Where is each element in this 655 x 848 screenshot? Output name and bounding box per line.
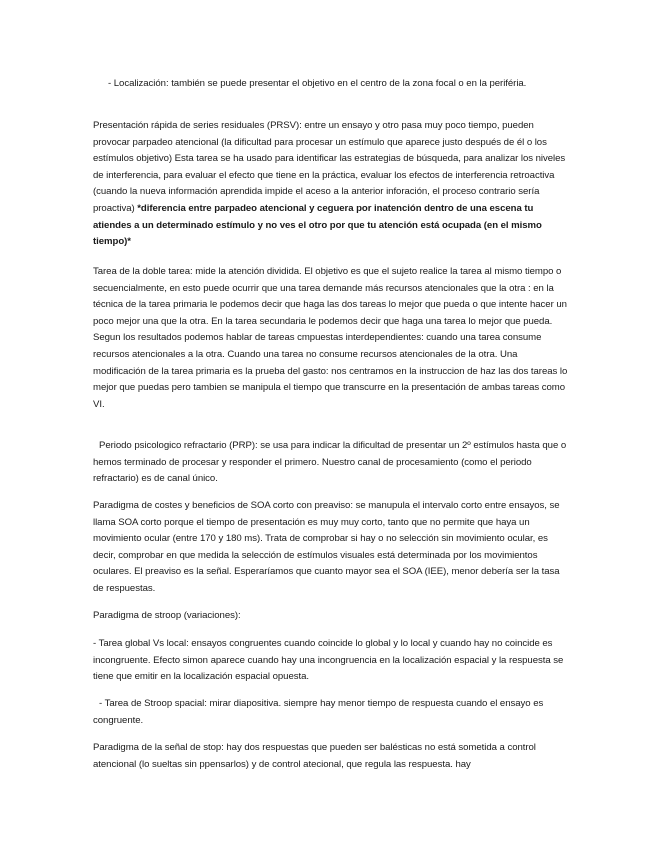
prsv-regular-text: Presentación rápida de series residuales (PRSV): entre un ensayo y otro pasa muy poco tiempo, pueden provocar parpadeo atencional (la dificultad para procesar un estímulo que aparece justo después de él o los estímulos objetivo) Esta tarea se ha usado para identificar las estrategias de búsqueda, para analizar los niveles de interferencia, para evaluar el efecto que tiene en la práctica, evaluar los efectos de interferencia retroactiva (cuando la nueva información aprendida impide el aceso a la anterior inforación, el proceso contrario sería proactiva)	[93, 120, 566, 214]
doble-tarea-text: Tarea de la doble tarea: mide la atención dividida. El objetivo es que el sujeto realice la tarea al mismo tiempo o secuencialmente, en esto puede ocurrir que una tarea demande más recursos atencionales que la otra : en la técnica de la tarea primaria le podemos decir que haga las dos tareas lo mejor que pueda o que intente hacer un poco mejor una que la otra. En la tarea secundaria le podemos decir que haga una tarea lo mejor que pueda. Segun los resultados podemos hablar de tareas cmpuestas interdependientes: cuando una tarea consume recursos atencionales a la otra. Cuando una tarea no consume recursos atencionales de la otra. Una modificación de la tarea primaria es la prueba del gasto: nos centramos en la instruccion de haz las dos tareas lo mejor que puedas pero tambien se manipula el tiempo que transcurre en la presentación de ambas tareas como VI.	[93, 266, 568, 410]
paragraph-doble-tarea	[93, 264, 571, 413]
prp-text: Periodo psicologico refractario (PRP): se usa para indicar la dificultad de presentar un 2º estímulos hasta que o hemos terminado de procesar y responder el primero. Nuestro canal de procesamiento (como el periodo refractario) es de canal único.	[93, 440, 567, 485]
paragraph-soa	[93, 498, 571, 598]
stop-text: Paradigma de la señal de stop: hay dos respuestas que pueden ser balésticas no está sometida a control atencional (lo sueltas sin ppensarlos) y de control atecional, que regula las respuesta. hay	[93, 742, 536, 770]
localizacion-text: - Localización: también se puede presentar el objetivo en el centro de la zona focal o en la periféria.	[108, 78, 527, 89]
paragraph-stroop-title	[93, 608, 571, 625]
paragraph-global-local	[93, 636, 571, 686]
prsv-text	[93, 118, 571, 251]
paragraph-prsv	[93, 118, 571, 251]
paragraph-stroop-spacial	[93, 696, 571, 729]
paragraph-stop	[93, 740, 571, 773]
soa-text: Paradigma de costes y beneficios de SOA corto con preaviso: se manupula el intervalo corto entre ensayos, se llama SOA corto porque el tiempo de presentación es muy muy corto, tanto que no permite que haya un movimiento ocular (entre 170 y 180 ms). Trata de comprobar si hay o no selección sin movimiento ocular, es decir, comprobar en que medida la selección de estímulos visuales está determinada por los movimientos oculares. El preaviso es la señal. Esperaríamos que cuanto mayor sea el SOA (IEE), menor debería ser la tasa de respuestas.	[93, 500, 560, 594]
prsv-bold-note: *diferencia entre parpadeo atencional y ceguera por inatención dentro de una escena tu atiendes a un determinado estímulo y no ves el otro por que tu atención está ocupada (en el mismo tiempo)*	[93, 202, 542, 248]
stroop-title-text: Paradigma de stroop (variaciones):	[93, 610, 241, 621]
global-local-text: - Tarea global Vs local: ensayos congruentes cuando coincide lo global y lo local y cuando hay no coincide es incongruente. Efecto simon aparece cuando hay una incongruencia en la localización espacial y la respuesta se tiene que emitir en la localización espacial opuesta.	[93, 638, 564, 683]
paragraph-localizacion	[93, 76, 571, 93]
stroop-spacial-text: - Tarea de Stroop spacial: mirar diapositiva. siempre hay menor tiempo de respuesta cuando el ensayo es congruente.	[93, 698, 544, 726]
paragraph-prp	[93, 438, 571, 488]
